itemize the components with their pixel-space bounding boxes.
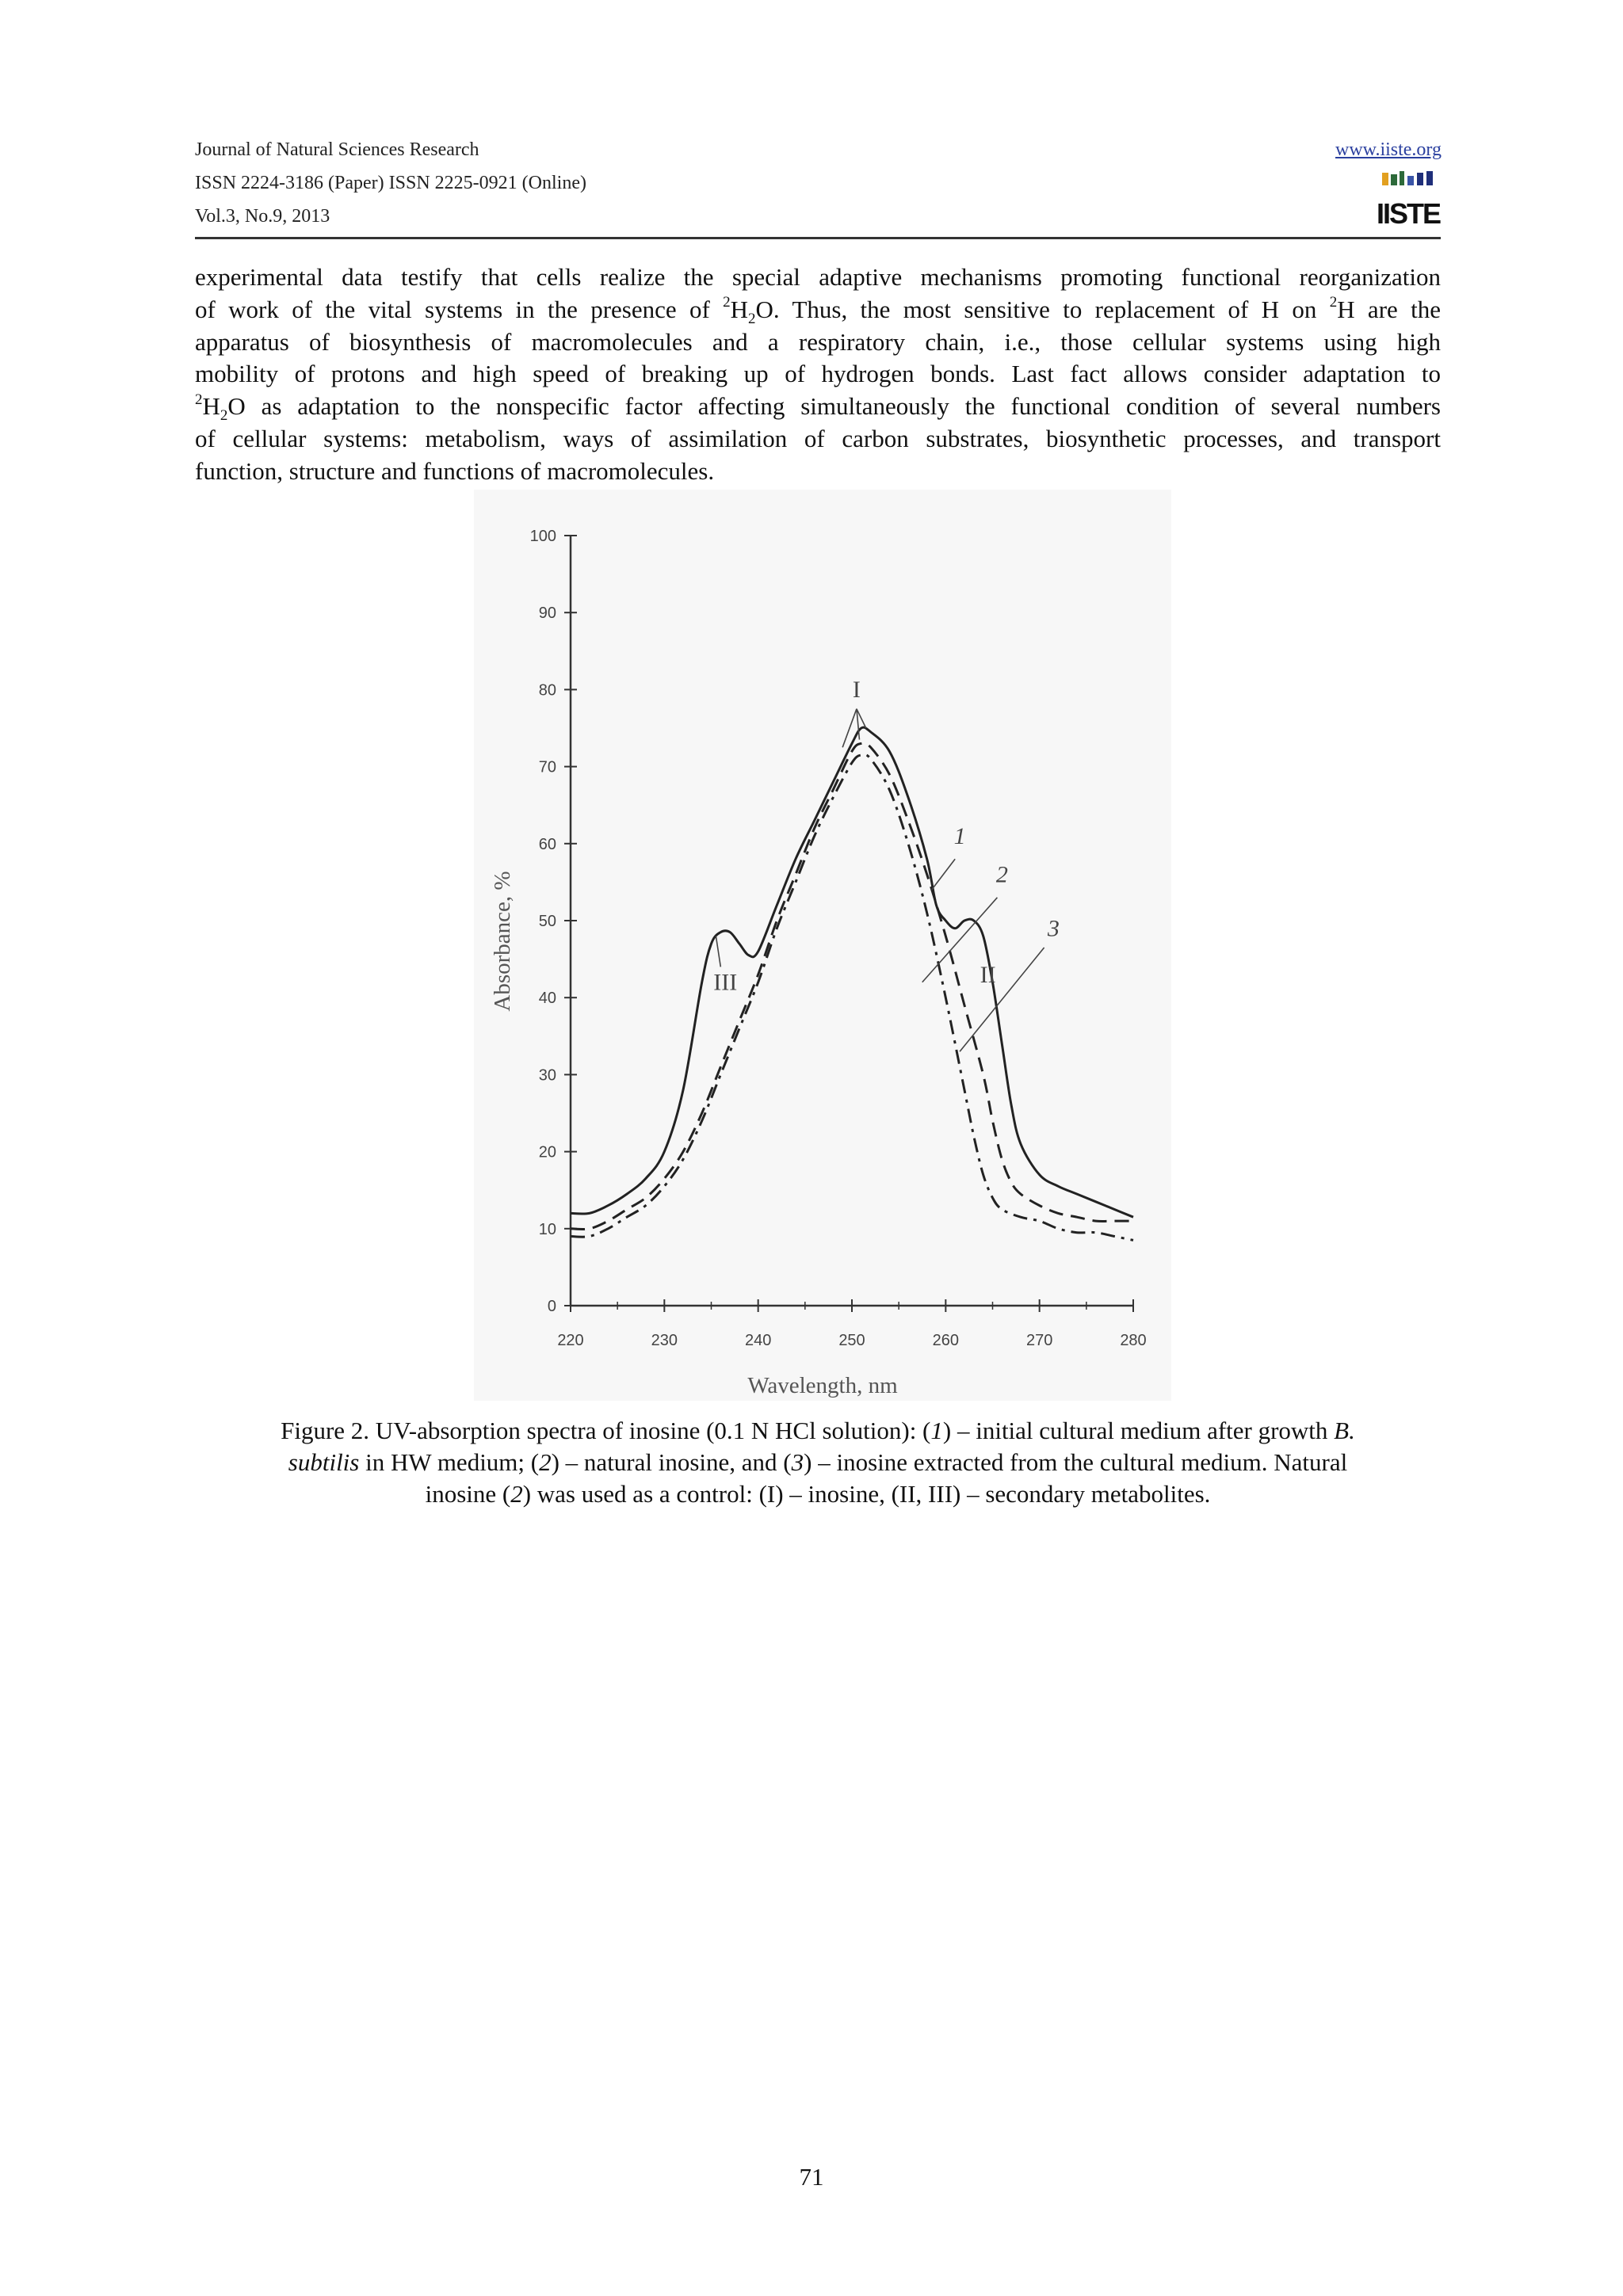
page-number: 71 <box>799 2163 824 2191</box>
para-line-1: experimental data testify that cells realize the special adaptive mechanisms promoting functional reorganization <box>195 263 1441 291</box>
x-tick-label: 240 <box>744 1332 772 1349</box>
y-tick-label: 60 <box>538 835 556 853</box>
iiste-logo <box>1376 170 1441 230</box>
chart-annotations <box>713 677 1060 1051</box>
annotation-leader <box>932 859 956 890</box>
y-tick-label: 0 <box>547 1298 556 1315</box>
volume-line: Vol.3, No.9, 2013 <box>195 206 330 227</box>
para-line-6: of cellular systems: metabolism, ways of assimilation of carbon substrates, biosynthetic processes, and transport <box>195 424 1441 452</box>
y-tick-label: 10 <box>538 1220 556 1238</box>
annotation-leader <box>842 709 857 748</box>
series-1-line <box>571 727 1133 1217</box>
y-tick-label: 100 <box>529 528 556 545</box>
y-tick-label: 80 <box>538 681 556 700</box>
y-tick-label: 70 <box>538 758 556 776</box>
annotation-leader <box>716 936 720 967</box>
y-tick-label: 90 <box>538 605 556 623</box>
annotation-label: 2 <box>995 861 1008 888</box>
series-2-line <box>571 743 1133 1230</box>
y-tick-label: 30 <box>538 1066 556 1085</box>
para-line-2: of work of the vital systems in the presence of $^2H_2O$. Thus, the most sensitive to replacement of H on $^2$H are the <box>195 294 1441 327</box>
para-line-5: $^2H_2O$ as adaptation to the nonspecific factor affecting simultaneously the functional condition of several numbers <box>195 391 1441 425</box>
annotation-label: III <box>713 969 738 996</box>
y-axis-label: Absorbance, % <box>490 871 515 1012</box>
svg-text:IISTE: IISTE <box>1376 197 1441 230</box>
y-tick-label: 20 <box>538 1143 556 1161</box>
chart-series <box>571 727 1133 1240</box>
x-tick-label: 280 <box>1120 1332 1147 1349</box>
annotation-label: 1 <box>953 822 966 849</box>
x-tick-label: 270 <box>1025 1332 1053 1349</box>
issn-line: ISSN 2224-3186 (Paper) ISSN 2225-0921 (Online) <box>195 173 586 193</box>
x-tick-label: 230 <box>651 1332 678 1349</box>
x-tick-label: 250 <box>838 1332 865 1349</box>
para-line-7: function, structure and functions of macromolecules. <box>195 456 715 485</box>
para-line-4: mobility of protons and high speed of breaking up of hydrogen bonds. Last fact allows consider adaptation to <box>195 360 1441 388</box>
uv-absorption-chart <box>474 490 1171 1401</box>
annotation-label: I <box>852 677 861 704</box>
x-tick-label: 260 <box>932 1332 960 1349</box>
figure-2 <box>474 490 1171 1401</box>
header-rule <box>195 237 1441 239</box>
journal-name: Journal of Natural Sciences Research <box>195 139 479 160</box>
para-line-3: apparatus of biosynthesis of macromolecules and a respiratory chain, i.e., those cellular systems using high <box>195 327 1441 356</box>
y-tick-label: 40 <box>538 990 556 1008</box>
journal-url-link[interactable]: www.iiste.org <box>1335 139 1442 160</box>
body-paragraph <box>195 261 1441 488</box>
x-axis-label: Wavelength, nm <box>747 1373 898 1398</box>
annotation-label: II <box>980 961 996 988</box>
y-tick-label: 50 <box>538 913 556 930</box>
figure-caption: Figure 2. UV-absorption spectra of inosine (0.1 N HCl solution): (1) – initial cultural medium after growth B. subtilis in HW medium; (2) – natural inosine, and (3) – inosine extracted from the cultural medium. Natural inosine (2) was used as a control: (I) – inosine, (II, III) – secondary metabolites. <box>281 1417 1355 1508</box>
annotation-label: 3 <box>1047 915 1060 942</box>
x-tick-label: 220 <box>557 1332 584 1349</box>
